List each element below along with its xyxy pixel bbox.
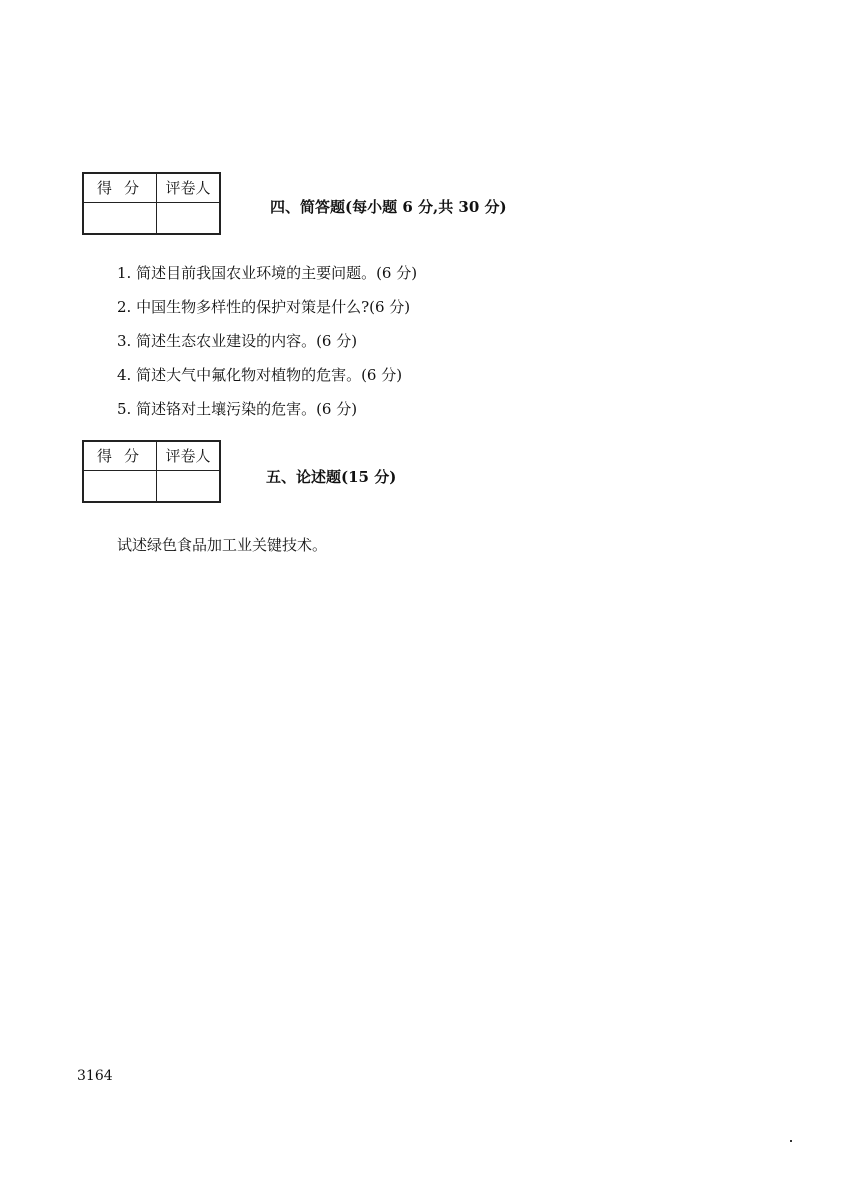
section4-title: 四、简答题(每小题 6 分,共 30 分) (270, 198, 507, 216)
grader-cell (157, 203, 221, 235)
grader-cell (157, 471, 221, 503)
question-item: 2. 中国生物多样性的保护对策是什么?(6 分) (117, 298, 411, 316)
score-label: 得分 (83, 173, 157, 203)
question-item: 4. 简述大气中氟化物对植物的危害。(6 分) (117, 366, 403, 384)
score-label: 得分 (83, 441, 157, 471)
scan-speck (790, 1140, 792, 1142)
page-number: 3164 (77, 1068, 113, 1084)
question-item: 3. 简述生态农业建设的内容。(6 分) (117, 332, 358, 350)
score-cell (83, 203, 157, 235)
score-box-section5 (82, 440, 221, 503)
score-cell (83, 471, 157, 503)
score-box-section4 (82, 172, 221, 235)
grader-label: 评卷人 (157, 173, 221, 203)
grader-label: 评卷人 (157, 441, 221, 471)
question-item: 1. 简述目前我国农业环境的主要问题。(6 分) (117, 264, 418, 282)
question-item: 5. 简述铬对土壤污染的危害。(6 分) (117, 400, 358, 418)
essay-prompt: 试述绿色食品加工业关键技术。 (117, 536, 328, 554)
section5-title: 五、论述题(15 分) (266, 468, 397, 486)
